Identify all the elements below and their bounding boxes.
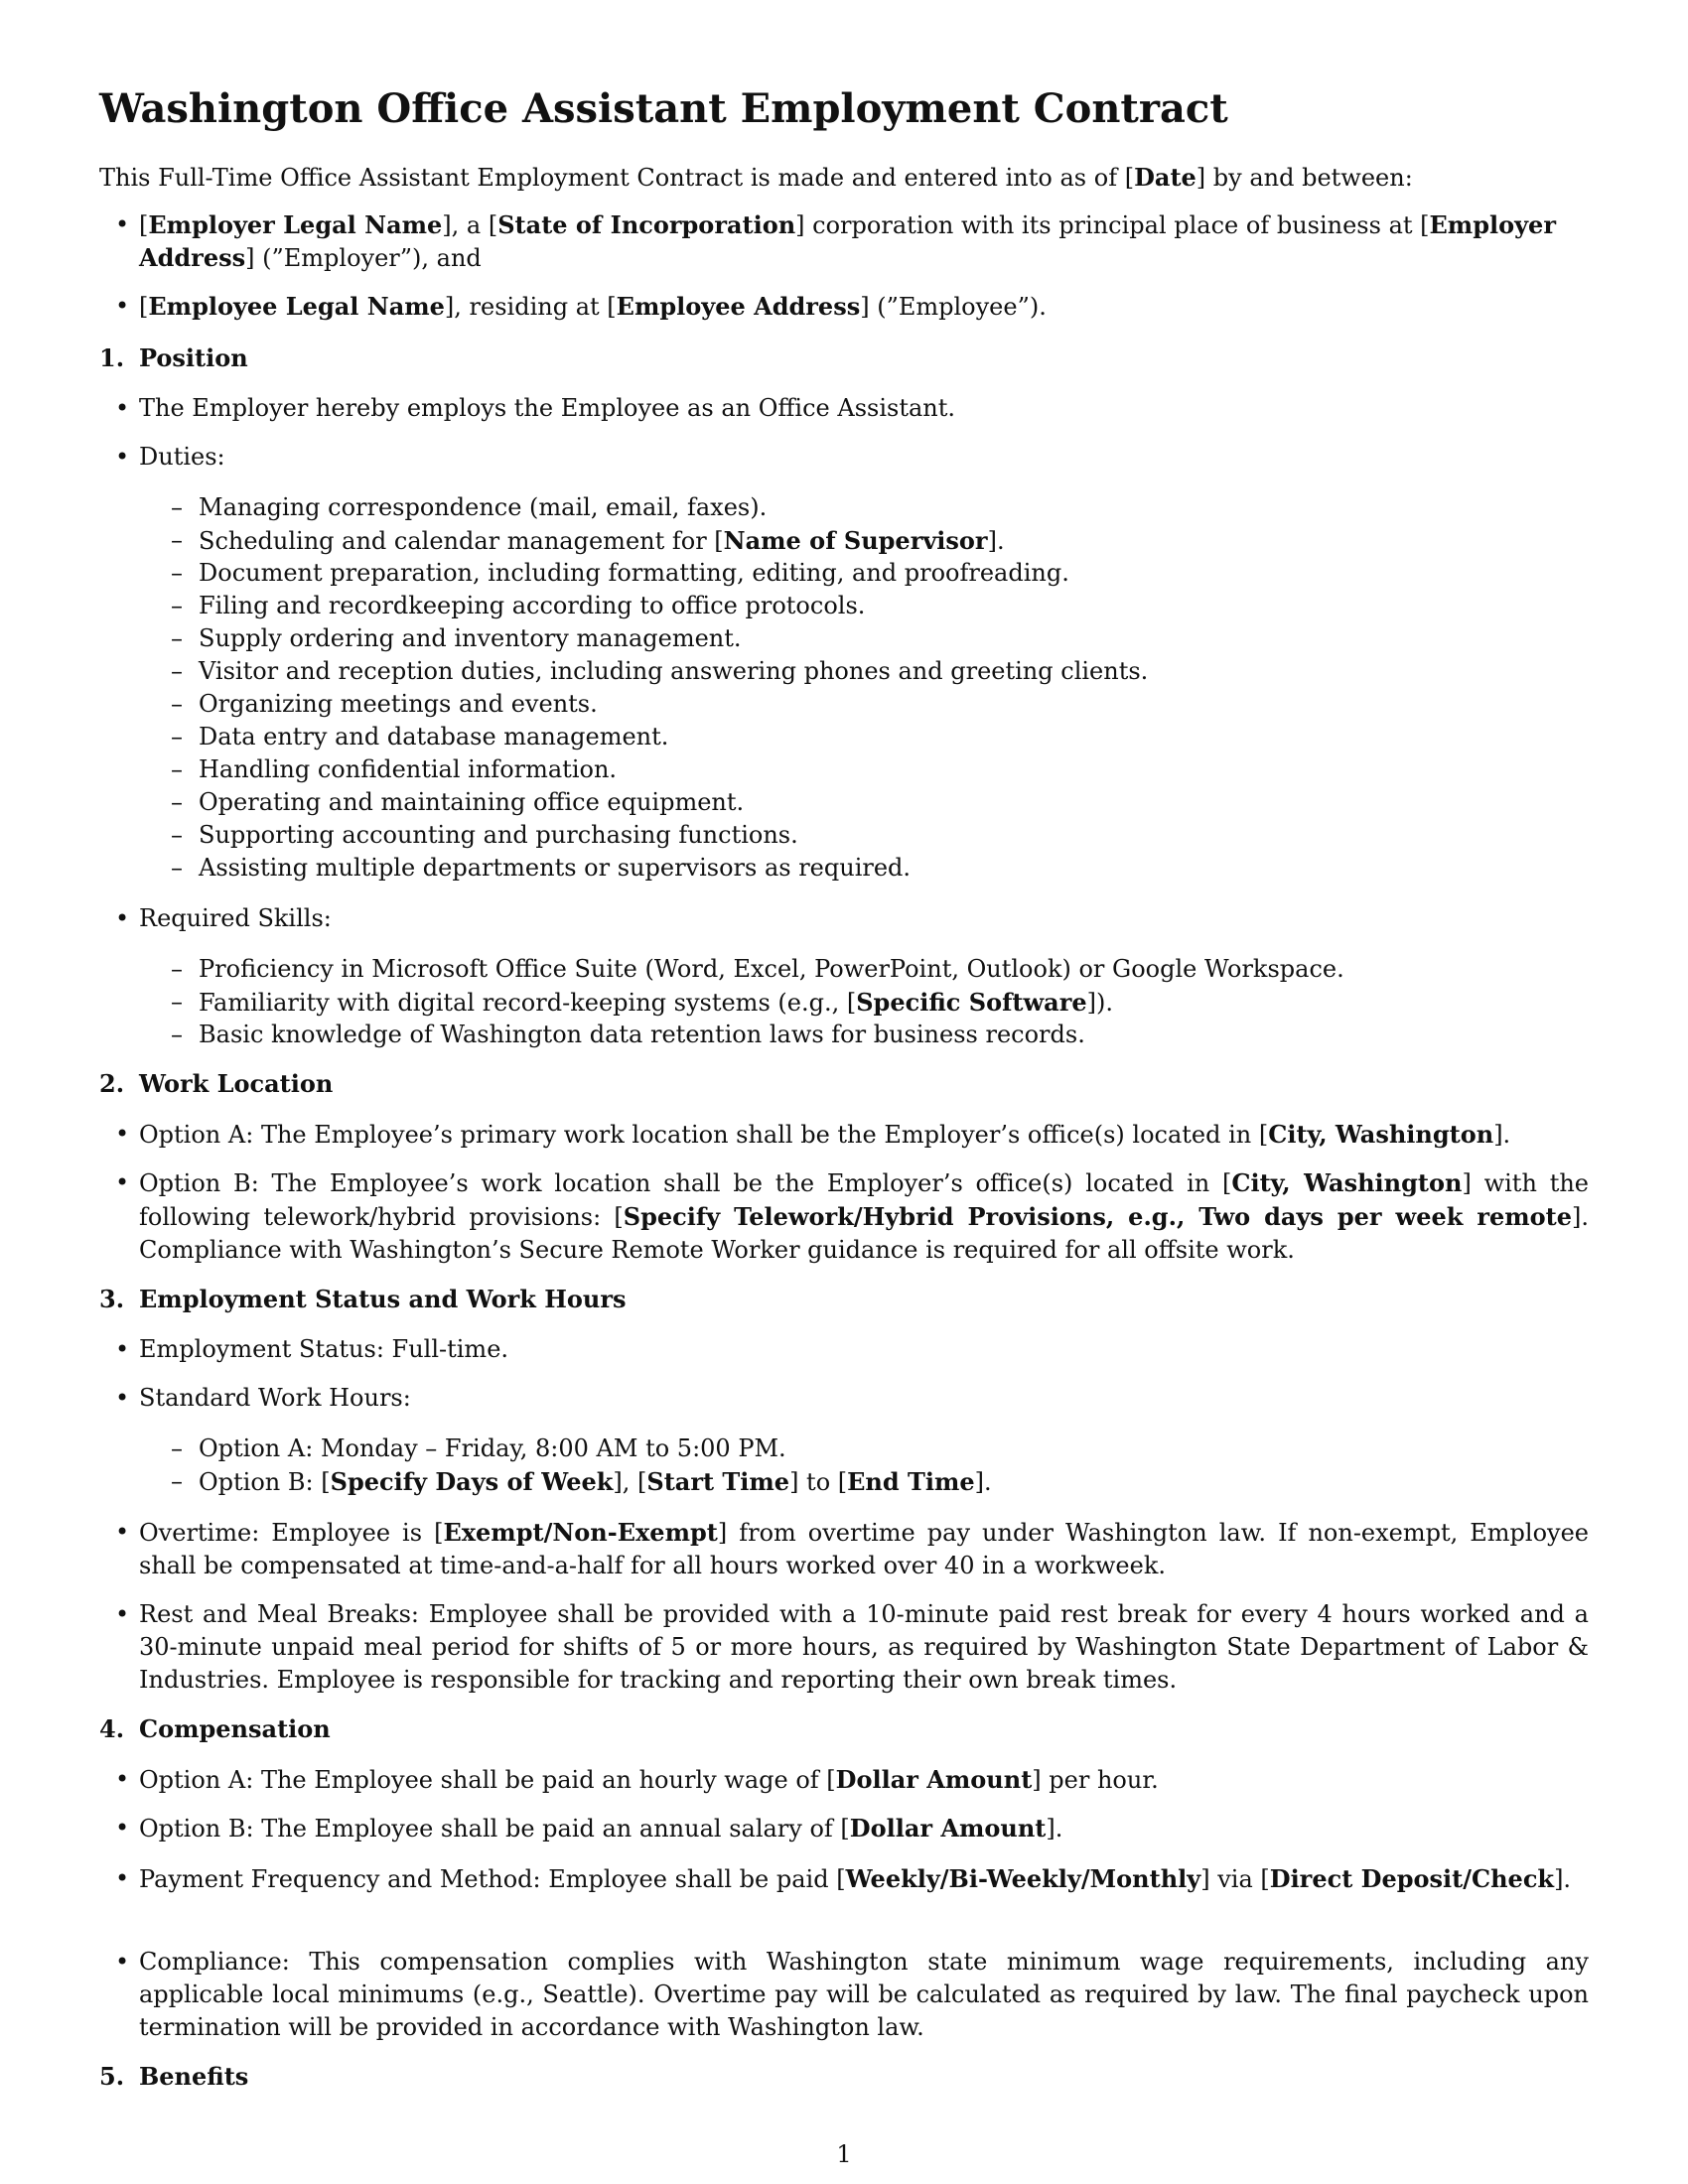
date-field: Date <box>1134 163 1196 192</box>
duty-item: – Document preparation, including formatting, editing, and proofreading. <box>199 557 1589 590</box>
employee-address-field: Employee Address <box>616 292 861 321</box>
employment-status: • Employment Status: Full-time. <box>139 1333 1589 1366</box>
frequency-field: Weekly/Bi-Weekly/Monthly <box>845 1864 1201 1893</box>
section-2-heading: 2. Work Location <box>99 1069 334 1098</box>
duties-label: • Duties: <box>139 441 1589 474</box>
duty-item: – Visitor and reception duties, including answering phones and greeting clients. <box>199 655 1589 688</box>
employee-name-field: Employee Legal Name <box>148 292 445 321</box>
start-time-field: Start Time <box>646 1467 790 1496</box>
page-number: 1 <box>836 2140 852 2168</box>
dollar-amount-field: Dollar Amount <box>835 1765 1033 1794</box>
state-field: State of Incorporation <box>497 210 796 239</box>
days-field: Specify Days of Week <box>330 1467 614 1496</box>
section-1-heading: 1. Position <box>99 343 248 372</box>
hours-option-a: – Option A: Monday – Friday, 8:00 AM to 5:00 PM. <box>199 1433 1589 1465</box>
duty-item: – Data entry and database management. <box>199 721 1589 753</box>
end-time-field: End Time <box>847 1467 975 1496</box>
duty-item: – Supporting accounting and purchasing functions. <box>199 819 1589 852</box>
telework-field: Specify Telework/Hybrid Provisions, e.g., Two days per week remote <box>623 1202 1572 1231</box>
party-employer: • [Employer Legal Name], a [State of Incorporation] corporation with its principal place of business at [Employer <box>139 208 1589 242</box>
skill-item: – Basic knowledge of Washington data retention laws for business records. <box>199 1019 1589 1051</box>
skills-label: • Required Skills: <box>139 902 1589 935</box>
software-field: Specific Software <box>856 988 1087 1017</box>
section-5-heading: 5. Benefits <box>99 2062 249 2091</box>
city-field: City, Washington <box>1268 1120 1494 1149</box>
compensation-option-a: • Option A: The Employee shall be paid an hourly wage of [Dollar Amount] per hour. <box>139 1763 1589 1797</box>
payment-frequency: • Payment Frequency and Method: Employee shall be paid [Weekly/Bi-Weekly/Monthly] via [Direct Deposit/Check]. <box>139 1862 1589 1896</box>
section-4-heading: 4. Compensation <box>99 1714 331 1743</box>
method-field: Direct Deposit/Check <box>1269 1864 1555 1893</box>
work-hours-label: • Standard Work Hours: <box>139 1382 1589 1415</box>
intro-paragraph: This Full-Time Office Assistant Employment Contract is made and entered into as of [Date] by and between: <box>99 163 1413 192</box>
exempt-field: Exempt/Non-Exempt <box>443 1518 718 1547</box>
skill-item: – Familiarity with digital record-keeping systems (e.g., [Specific Software]). <box>199 986 1589 1020</box>
location-option-b: • Option B: The Employee’s work location shall be the Employer’s office(s) located in [City, Washington] with the following telework/hybrid provisions: [Specify Telework/Hybrid Provisions, e.g., Two days per week remote]. Compliance with Washington’s Secure Remote Worker guidance is required for all offsite work. <box>139 1166 1589 1267</box>
location-option-a: • Option A: The Employee’s primary work location shall be the Employer’s office(s) located in [City, Washington]. <box>139 1118 1589 1152</box>
party-employer-cont: Address] (”Employer”), and <box>139 243 482 272</box>
skill-item: – Proficiency in Microsoft Office Suite (Word, Excel, PowerPoint, Outlook) or Google Workspace. <box>199 953 1589 986</box>
overtime-clause: • Overtime: Employee is [Exempt/Non-Exempt] from overtime pay under Washington law. If non-exempt, Employee shall be compensated at time-and-a-half for all hours worked over 40 in a workweek. <box>139 1516 1589 1582</box>
hours-option-b: – Option B: [Specify Days of Week], [Start Time] to [End Time]. <box>199 1465 1589 1499</box>
duty-item: – Handling confidential information. <box>199 753 1589 786</box>
breaks-clause: • Rest and Meal Breaks: Employee shall be provided with a 10-minute paid rest break for every 4 hours worked and a 30-minute unpaid meal period for shifts of 5 or more hours, as required by Washington State Department of Labor & Industries. Employee is responsible for tracking and reporting their own break times. <box>139 1598 1589 1697</box>
position-statement: • The Employer hereby employs the Employee as an Office Assistant. <box>139 392 1589 425</box>
party-employee: • [Employee Legal Name], residing at [Employee Address] (”Employee”). <box>139 290 1589 324</box>
duty-item: – Filing and recordkeeping according to office protocols. <box>199 590 1589 622</box>
duty-item: – Supply ordering and inventory management. <box>199 622 1589 655</box>
supervisor-field: Name of Supervisor <box>723 526 988 555</box>
compensation-option-b: • Option B: The Employee shall be paid an annual salary of [Dollar Amount]. <box>139 1812 1589 1845</box>
city-field: City, Washington <box>1231 1168 1463 1197</box>
duty-item: – Organizing meetings and events. <box>199 688 1589 721</box>
employer-name-field: Employer Legal Name <box>148 210 443 239</box>
document-title: Washington Office Assistant Employment Contract <box>99 85 1228 132</box>
duty-item: – Managing correspondence (mail, email, faxes). <box>199 491 1589 524</box>
duty-item: – Assisting multiple departments or supervisors as required. <box>199 852 1589 885</box>
duty-item: – Scheduling and calendar management for [Name of Supervisor]. <box>199 524 1589 558</box>
employer-address-field: Employer <box>1429 210 1556 239</box>
duty-item: – Operating and maintaining office equipment. <box>199 786 1589 819</box>
dollar-amount-field: Dollar Amount <box>849 1814 1047 1843</box>
section-3-heading: 3. Employment Status and Work Hours <box>99 1285 627 1313</box>
compensation-compliance: • Compliance: This compensation complies with Washington state minimum wage requirements, including any applicable local minimums (e.g., Seattle). Overtime pay will be calculated as required by law. The final paycheck upon termination will be provided in accordance with Washington law. <box>139 1946 1589 2044</box>
